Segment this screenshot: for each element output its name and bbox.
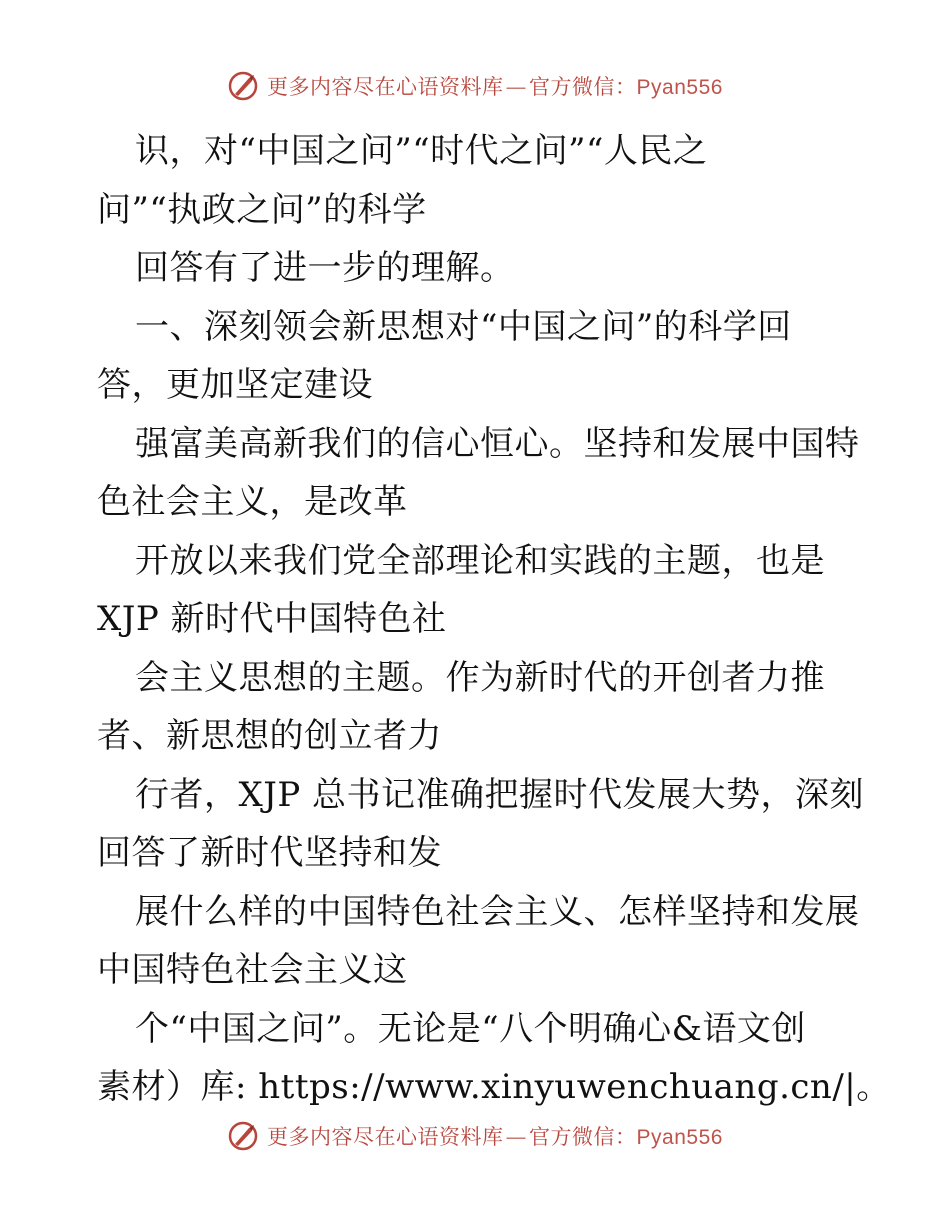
banner-label: 更多内容尽在心语资料库—官方微信：Pyan556 — [267, 75, 723, 99]
footer-watermark — [0, 1120, 950, 1152]
text-line: 强富美高新我们的信心恒心。坚持和发展中国特 — [135, 423, 860, 464]
quill-logo-icon — [227, 1120, 259, 1152]
text-line: 者、新思想的创立者力 — [97, 716, 442, 756]
document-body — [97, 122, 891, 1117]
banner-label: 更多内容尽在心语资料库—官方微信：Pyan556 — [267, 1125, 723, 1149]
text-line: 色社会主义，是改革 — [97, 482, 408, 522]
text-line: 问”“执政之问”的科学 — [97, 189, 427, 230]
text-line: 行者，XJP 总书记准确把握时代发展大势，深刻 — [135, 774, 865, 815]
text-line: 个“中国之问”。无论是“八个明确心&语文创 — [135, 1008, 806, 1049]
quill-logo-icon — [227, 70, 259, 102]
text-line: 开放以来我们党全部理论和实践的主题，也是 — [135, 540, 825, 581]
header-watermark — [0, 70, 950, 102]
text-line: 回答了新时代坚持和发 — [97, 833, 442, 873]
text-line: 中国特色社会主义这 — [97, 950, 408, 990]
section-heading-line: 一、深刻领会新思想对“中国之问”的科学回 — [135, 306, 792, 347]
text-line: 会主义思想的主题。作为新时代的开创者力推 — [135, 657, 825, 698]
section-heading-line: 答，更加坚定建设 — [97, 365, 373, 405]
text-line: XJP 新时代中国特色社 — [97, 599, 447, 639]
text-line: 展什么样的中国特色社会主义、怎样坚持和发展 — [135, 891, 860, 932]
text-line: 识，对“中国之问”“时代之问”“人民之 — [135, 131, 708, 171]
text-line: 素材）库: https://www.xinyuwenchuang.cn/|。 — [97, 1067, 891, 1107]
text-line: 回答有了进一步的理解。 — [135, 248, 515, 288]
